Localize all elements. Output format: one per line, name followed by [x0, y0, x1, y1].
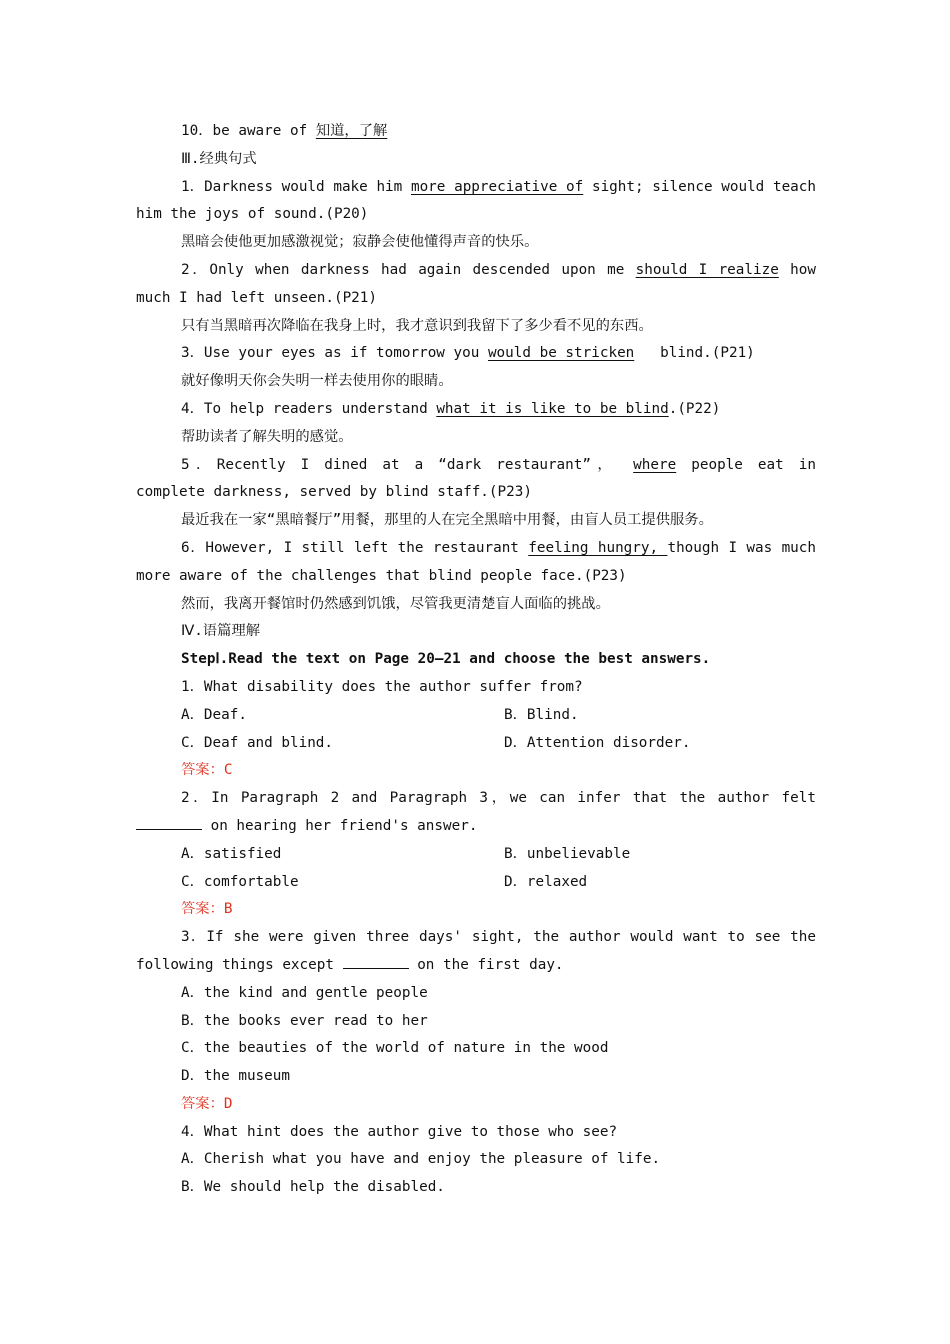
sentence-1-line-1: 1．Darkness would make him more appreciative of sight; silence would teach: [181, 178, 817, 195]
question-4-option-a: A．Cherish what you have and enjoy the pleasure of life.: [181, 1151, 661, 1168]
sentence-2-translation: 只有当黑暗再次降临在我身上时，我才意识到我留下了多少看不见的东西。: [181, 317, 653, 334]
option-c: C．comfortable: [181, 873, 299, 890]
vocab-item-10: [136, 118, 816, 146]
answer-underline: where: [633, 456, 677, 473]
option-a: A．Deaf.: [181, 706, 247, 723]
sentence-1-translation: 黑暗会使他更加感激视觉；寂静会使他懂得声音的快乐。: [181, 234, 539, 251]
sentence-1-line-2: him the joys of sound.(P20): [136, 206, 369, 223]
question-3-option-d: D．the museum: [181, 1068, 290, 1085]
question-1-options-row-1: [136, 702, 816, 730]
sentence-4-line-1: 4．To help readers understand what it is like to be blind.(P22): [181, 400, 721, 417]
sentence-2-line-2: much I had left unseen.(P21): [136, 289, 378, 306]
answer-underline: more appreciative of: [410, 178, 584, 195]
vocab-phrase: 10．be aware of: [181, 123, 316, 139]
option-d: D．Attention disorder.: [504, 734, 691, 751]
answer-blank: [343, 952, 409, 969]
sentence-2-line-1: 2．Only when darkness had again descended upon me should I realize how: [181, 261, 816, 278]
section-title-reading: Ⅳ.语篇理解: [181, 623, 260, 640]
sentence-6-line-1: 6．However, I still left the restaurant feeling hungry, though I was much: [181, 539, 816, 556]
answer-underline: would be stricken: [487, 345, 635, 362]
answer-underline: what it is like to be blind: [436, 400, 669, 417]
answer-blank: [136, 813, 202, 830]
sentence-6-line-2: more aware of the challenges that blind people face.(P23): [136, 567, 627, 584]
sentence-3-translation: 就好像明天你会失明一样去使用你的眼睛。: [181, 373, 453, 390]
sentence-5-line-1: 5．Recently I dined at a “dark restaurant”， where people eat in: [181, 456, 816, 473]
question-2-stem-line-2: on hearing her friend's answer.: [136, 813, 816, 841]
sentence-5-translation: 最近我在一家“黑暗餐厅”用餐，那里的人在完全黑暗中用餐，由盲人员工提供服务。: [181, 512, 713, 529]
question-4-option-b: B．We should help the disabled.: [181, 1179, 445, 1196]
question-2-options-row-2: [136, 869, 816, 897]
option-b: B．Blind.: [504, 706, 579, 723]
option-b: B．unbelievable: [504, 845, 631, 862]
document-page: [136, 118, 816, 1202]
question-3-option-b: B．the books ever read to her: [181, 1012, 428, 1029]
question-3-stem-line-2: following things except on the first day.: [136, 952, 816, 980]
question-3-option-c: C．the beauties of the world of nature in the wood: [181, 1040, 609, 1057]
sentence-6-translation: 然而，我离开餐馆时仍然感到饥饿，尽管我更清楚盲人面临的挑战。: [181, 595, 610, 612]
question-3-option-a: A．the kind and gentle people: [181, 984, 428, 1001]
sentence-3-line-1: 3．Use your eyes as if tomorrow you would be stricken blind.(P21): [181, 345, 755, 362]
option-a: A．satisfied: [181, 845, 282, 862]
answer-underline: feeling hungry,: [528, 539, 668, 556]
question-4-stem: 4．What hint does the author give to those who see?: [181, 1123, 618, 1140]
question-1-answer: 答案：C: [181, 762, 233, 779]
question-2-stem: 2．In Paragraph 2 and Paragraph 3，we can infer that the author felt: [181, 790, 816, 807]
option-c: C．Deaf and blind.: [181, 734, 334, 751]
sentence-4-translation: 帮助读者了解失明的感觉。: [181, 428, 353, 445]
question-3-stem: 3．If she were given three days' sight, the author would want to see the: [181, 929, 816, 946]
sentence-5-line-2: complete darkness, served by blind staff.(P23): [136, 484, 532, 501]
option-d: D．relaxed: [504, 873, 588, 890]
question-2-answer: 答案：B: [181, 901, 233, 918]
question-2-options-row-1: [136, 841, 816, 869]
answer-underline: should I realize: [635, 261, 779, 278]
question-3-answer: 答案：D: [181, 1095, 233, 1112]
section-title-sentences: Ⅲ.经典句式: [181, 150, 257, 167]
step-1-instruction: StepⅠ.Read the text on Page 20—21 and choose the best answers.: [181, 651, 711, 668]
question-1-stem: 1．What disability does the author suffer from?: [181, 678, 583, 695]
vocab-meaning: 知道，了解: [315, 123, 388, 139]
question-1-options-row-2: [136, 730, 816, 758]
